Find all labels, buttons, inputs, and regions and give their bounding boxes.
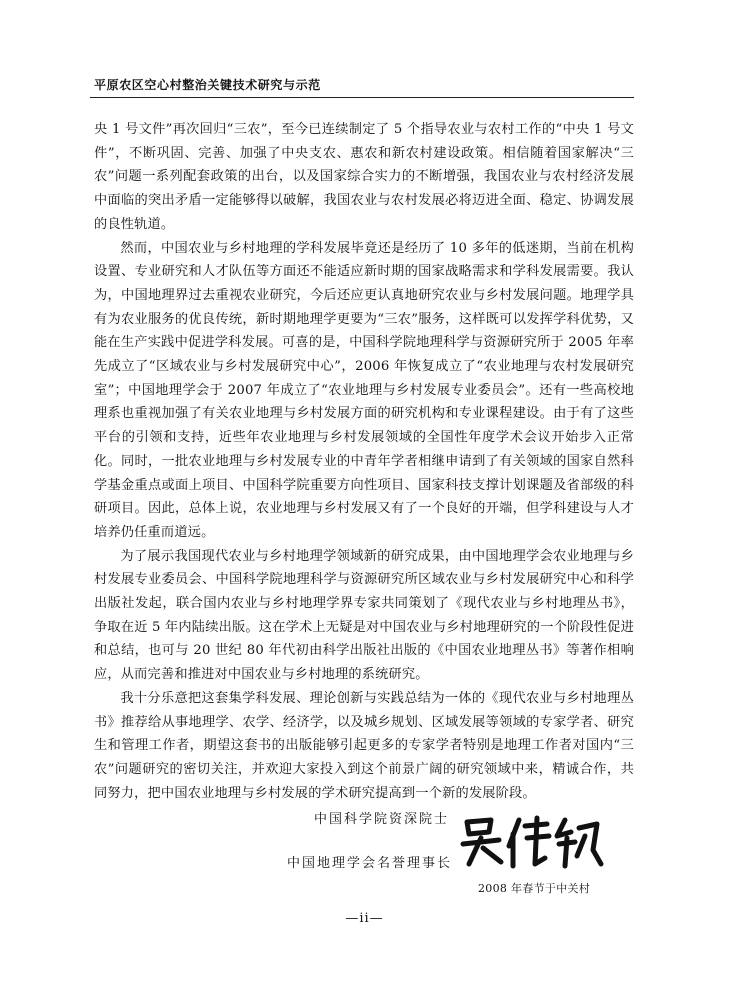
page-number: —ii—	[345, 911, 384, 926]
paragraph-3: 为了展示我国现代农业与乡村地理学领域新的研究成果，由中国地理学会农业地理与乡村发展专业委员会、中国科学院地理科学与资源研究所区域农业与乡村发展研究中心和科学出版社发起，联合国内农业与乡村地理学界专家共同策划了《现代农业与乡村地理丛书》，争取在近 5 年内陆续出版。这在学术上无疑是对中国农业与乡村地理研究的一个阶段性促进和总结，也可与 20 世纪 80 年代初由科学出版社出版的《中国农业地理丛书》等著作相响应，从而完善和推进对中国农业与乡村地理的系统研究。	[94, 548, 634, 683]
running-header: 平原农区空心村整治关键技术研究与示范	[94, 78, 321, 92]
paragraph-1: 央 1 号文件”再次回归“三农”，至今已连续制定了 5 个指导农业与农村工作的“中央 1 号文件”，不断巩固、完善、加强了中央支农、惠农和新农村建设政策。相信随着国家解决“三农”问题一系列配套政策的出台，以及国家综合实力的不断增强，我国农业与农村经济发展中面临的突出矛盾一定能够得以破解，我国农业与农村发展必将迈进全面、稳定、协调发展的良性轨道。	[94, 122, 634, 232]
paragraph-2: 然而，中国农业与乡村地理的学科发展毕竟还是经历了 10 多年的低迷期，当前在机构设置、专业研究和人才队伍等方面还不能适应新时期的国家战略需求和学科发展需要。我认为，中国地理界过去重视农业研究，今后还应更认真地研究农业与乡村发展问题。地理学具有为农业服务的优良传统，新时期地理学更要为“三农”服务，这样既可以发挥学科优势，又能在生产实践中促进学科发展。可喜的是，中国科学院地理科学与资源研究所于 2005 年率先成立了“区域农业与乡村发展研究中心”，2006 年恢复成立了“农业地理与农村发展研究室”；中国地理学会于 2007 年成立了“农业地理与乡村发展专业委员会”。还有一些高校地理系也重视加强了有关农业地理与乡村发展方面的研究机构和专业课程建设。由于有了这些平台的引领和支持，近些年农业地理与乡村发展领域的全国性年度学术会议开始步入正常化。同时，一批农业地理与乡村发展专业的中青年学者相继申请到了有关领域的国家自然科学基金重点或面上项目、中国科学院重要方向性项目、国家科技支撑计划课题及省部级的科研项目。因此，总体上说，农业地理与乡村发展又有了一个良好的开端，但学科建设与人才培养仍任重而道远。	[94, 240, 634, 540]
signature-date: 2008 年春节于中关村	[478, 882, 591, 895]
signer-title-honorary-director: 中国地理学会名誉理事长	[287, 856, 453, 871]
paragraph-4: 我十分乐意把这套集学科发展、理论创新与实践总结为一体的《现代农业与乡村地理丛书》推荐给从事地理学、农学、经济学，以及城乡规划、区域发展等领域的专家学者、研究生和管理工作者，期望这套书的出版能够引起更多的专家学者特别是地理工作者对国内“三农”问题研究的密切关注，并欢迎大家投入到这个前景广阔的研究领域中来，精诚合作，共同努力，把中国农业地理与乡村发展的学术研究提高到一个新的发展阶段。	[94, 690, 634, 801]
header-rule	[90, 97, 634, 98]
body-text	[94, 118, 634, 805]
signer-title-academician: 中国科学院资深院士	[314, 812, 450, 827]
handwritten-signature	[455, 812, 605, 872]
